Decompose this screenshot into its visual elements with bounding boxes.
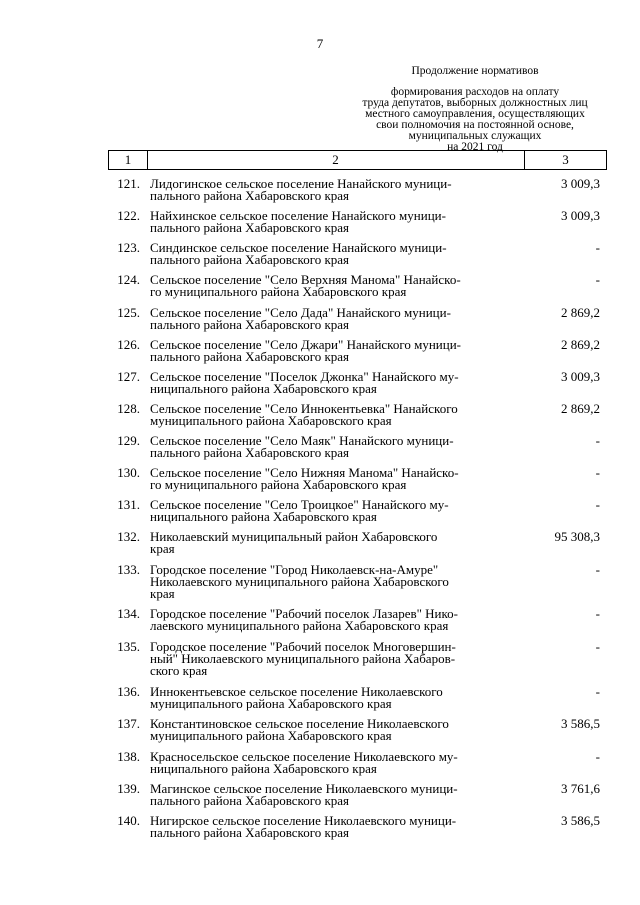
row-name: Городское поселение "Рабочий поселок Многовершин- ный" Николаевского муниципального района Хабаров- ского края xyxy=(150,639,456,678)
page-number: 7 xyxy=(316,36,324,51)
row-number: 135. xyxy=(117,639,140,654)
row-name: Сельское поселение "Село Нижняя Манома" Нанайско- го муниципального района Хабаровского края xyxy=(150,465,459,492)
row-number: 127. xyxy=(117,369,140,384)
row-number: 124. xyxy=(117,272,140,287)
row-name: Константиновское сельское поселение Николаевского муниципального района Хабаровского края xyxy=(150,716,449,743)
row-value: - xyxy=(595,606,600,621)
row-number: 138. xyxy=(117,749,140,764)
header-line: на 2021 год xyxy=(447,141,503,153)
row-number: 129. xyxy=(117,433,140,448)
document-header xyxy=(330,66,620,153)
row-name: Сельское поселение "Село Верхняя Манома" Нанайско- го муниципального района Хабаровского края xyxy=(150,272,461,299)
row-name: Красносельское сельское поселение Николаевского му- ниципального района Хабаровского края xyxy=(150,749,458,776)
row-name: Сельское поселение "Село Иннокентьевка" Нанайского муниципального района Хабаровского края xyxy=(150,401,458,428)
row-value: - xyxy=(595,465,600,480)
row-number: 125. xyxy=(117,305,140,320)
row-number: 134. xyxy=(117,606,140,621)
row-value: 2 869,2 xyxy=(561,337,600,352)
row-value: - xyxy=(595,639,600,654)
column-name-label: 2 xyxy=(147,151,525,169)
row-number: 122. xyxy=(117,208,140,223)
row-number: 137. xyxy=(117,716,140,731)
row-value: 3 009,3 xyxy=(561,369,600,384)
row-value: - xyxy=(595,562,600,577)
column-value-label: 3 xyxy=(562,152,569,167)
row-name: Лидогинское сельское поселение Нанайского муници- пального района Хабаровского края xyxy=(150,176,452,203)
row-number: 132. xyxy=(117,529,140,544)
row-value: 95 308,3 xyxy=(554,529,600,544)
header-line: свои полномочия на постоянной основе, xyxy=(376,119,574,131)
row-value: 3 761,6 xyxy=(561,781,600,796)
column-number-label: 1 xyxy=(109,151,148,169)
row-name: Найхинское сельское поселение Нанайского муници- пального района Хабаровского края xyxy=(150,208,446,235)
row-name: Сельское поселение "Село Джари" Нанайского муници- пального района Хабаровского края xyxy=(150,337,461,364)
row-name: Синдинское сельское поселение Нанайского муници- пального района Хабаровского края xyxy=(150,240,447,267)
row-value: - xyxy=(595,272,600,287)
row-value: 3 586,5 xyxy=(561,716,600,731)
row-value: - xyxy=(595,749,600,764)
header-line: муниципальных служащих xyxy=(408,130,542,142)
row-number: 130. xyxy=(117,465,140,480)
row-number: 128. xyxy=(117,401,140,416)
row-value: 3 009,3 xyxy=(561,208,600,223)
row-name: Николаевский муниципальный район Хабаровского края xyxy=(150,529,438,556)
row-name: Иннокентьевское сельское поселение Николаевского муниципального района Хабаровского края xyxy=(150,684,443,711)
row-number: 126. xyxy=(117,337,140,352)
row-value: - xyxy=(595,684,600,699)
header-line: формирования расходов на оплату xyxy=(390,86,560,98)
row-value: 3 009,3 xyxy=(561,176,600,191)
row-number: 139. xyxy=(117,781,140,796)
row-number: 121. xyxy=(117,176,140,191)
header-line: труда депутатов, выборных должностных лиц xyxy=(362,97,588,109)
header-title: Продолжение нормативов xyxy=(411,65,539,77)
row-number: 140. xyxy=(117,813,140,828)
header-line: местного самоуправления, осуществляющих xyxy=(365,108,585,120)
row-value: - xyxy=(595,433,600,448)
row-value: 2 869,2 xyxy=(561,305,600,320)
row-value: - xyxy=(595,497,600,512)
row-name: Нигирское сельское поселение Николаевского муници- пального района Хабаровского края xyxy=(150,813,457,840)
row-number: 136. xyxy=(117,684,140,699)
row-name: Магинское сельское поселение Николаевского муници- пального района Хабаровского края xyxy=(150,781,458,808)
row-name: Сельское поселение "Село Троицкое" Нанайского му- ниципального района Хабаровского края xyxy=(150,497,449,524)
row-name: Городское поселение "Рабочий поселок Лазарев" Нико- лаевского муниципального района Хабаровского края xyxy=(150,606,458,633)
row-name: Городское поселение "Город Николаевск-на-Амуре" Николаевского муниципального района Хабаровского края xyxy=(150,562,449,601)
row-name: Сельское поселение "Село Маяк" Нанайского муници- пального района Хабаровского края xyxy=(150,433,454,460)
row-value: - xyxy=(595,240,600,255)
row-number: 131. xyxy=(117,497,140,512)
row-name: Сельское поселение "Село Дада" Нанайского муници- пального района Хабаровского края xyxy=(150,305,451,332)
table-column-header xyxy=(108,150,607,170)
row-number: 133. xyxy=(117,562,140,577)
row-name: Сельское поселение "Поселок Джонка" Нанайского му- ниципального района Хабаровского края xyxy=(150,369,459,396)
row-value: 2 869,2 xyxy=(561,401,600,416)
row-number: 123. xyxy=(117,240,140,255)
row-value: 3 586,5 xyxy=(561,813,600,828)
